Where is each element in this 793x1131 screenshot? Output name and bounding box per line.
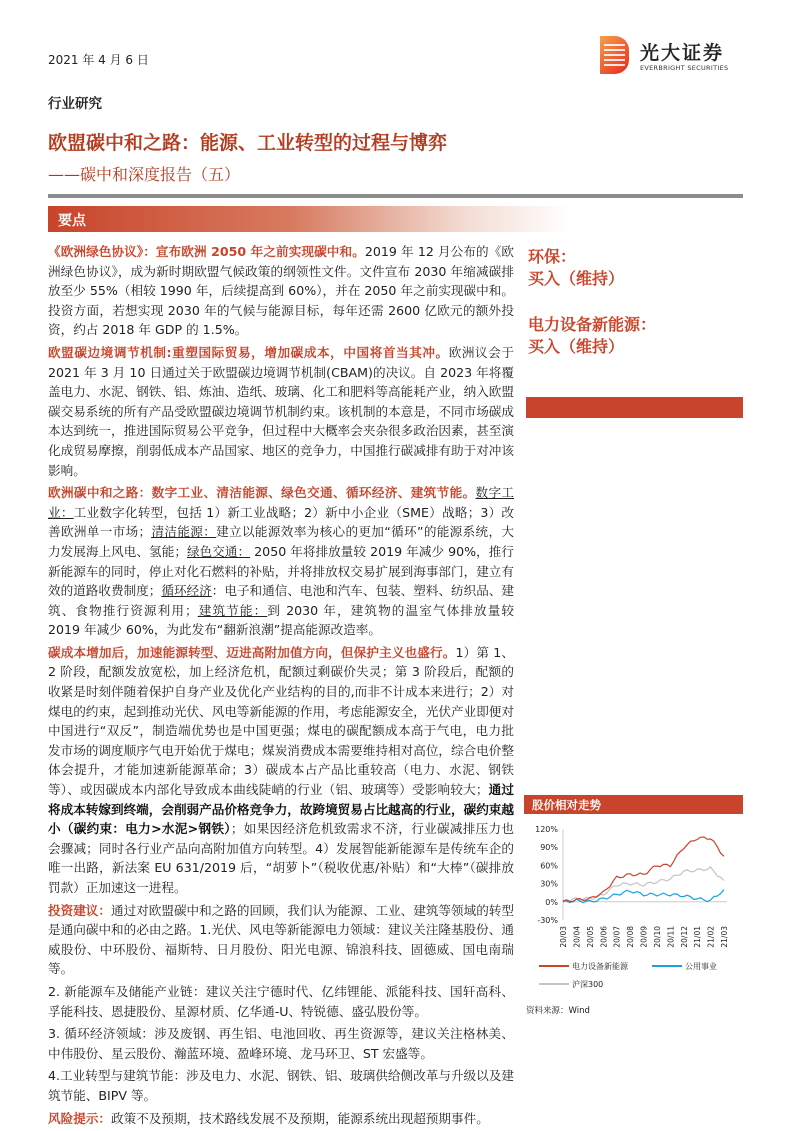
paragraph bbox=[48, 242, 514, 340]
sector-rating-power: 买入（维持） bbox=[528, 337, 625, 356]
x-tick-label: 20/10 bbox=[652, 926, 662, 948]
chart-header bbox=[524, 795, 743, 814]
series-line-2 bbox=[563, 867, 724, 902]
x-tick-label: 21/03 bbox=[720, 926, 729, 948]
sidebar-divider-bar bbox=[526, 397, 743, 418]
report-category: 行业研究 bbox=[48, 96, 102, 112]
sector-rating-env: 买入（维持） bbox=[528, 269, 625, 288]
legend-label: 电力设备新能源 bbox=[572, 962, 628, 971]
logo-name-en: EVERBRIGHT SECURITIES bbox=[640, 64, 729, 72]
emphasis-text: 通过将成本转嫁到终端，会削弱产品价格竞争力，故跨境贸易占比越高的行业，碳约束越小（碳约束：电力>水泥>钢铁） bbox=[48, 782, 515, 837]
paragraph-text: 建立以能源效率为核心的更加“循环”的能源系统，大力发展海上风电、氢能； bbox=[48, 524, 515, 559]
key-points-header bbox=[48, 206, 743, 232]
paragraph bbox=[48, 901, 514, 979]
paragraph bbox=[48, 483, 514, 640]
legend-label: 沪深300 bbox=[572, 980, 604, 989]
paragraph-text: 3. 循环经济领域：涉及废钢、再生铝、电池回收、再生资源等，建议关注格林美、中伟股份、星云股份、瀚蓝环境、盈峰环境、龙马环卫、ST 宏盛等。 bbox=[48, 1026, 514, 1061]
sector-name-env: 环保： bbox=[528, 247, 577, 266]
chart-source: 资料来源：Wind bbox=[526, 1006, 590, 1016]
logo-name-cn: 光大证券 bbox=[640, 42, 725, 64]
legend-label: 公用事业 bbox=[685, 962, 717, 971]
x-tick-label: 20/07 bbox=[612, 926, 622, 948]
x-tick-label: 20/04 bbox=[572, 926, 582, 948]
paragraph-heading: 投资建议： bbox=[48, 902, 111, 918]
paragraph-text: 欧洲议会于 2021 年 3 月 10 日通过关于欧盟碳边境调节机制(CBAM)的决议。自 2023 年将覆盖电力、水泥、钢铁、铝、炼油、造纸、玻璃、化工和肥料等高能耗产业，纳入欧盟碳交易系统的所有产品受欧盟碳边境调节机制约束。该机制的本意是，不同市场碳成本达到统一，推进国际贸易公平竞争，但过程中大概率会夹杂很多政治因素，甚至演化成贸易摩擦，削弱低成本产品国家、地区的竞争力，中国推行碳减排有助于对冲该影响。 bbox=[48, 344, 514, 478]
paragraph bbox=[48, 982, 514, 1021]
title-divider bbox=[48, 194, 743, 198]
paragraph-text: 政策不及预期，技术路线发展不及预期，能源系统出现超预期事件。 bbox=[110, 1110, 489, 1126]
y-tick-label: 30% bbox=[540, 879, 558, 889]
paragraph-text: 通过对欧盟碳中和之路的回顾，我们认为能源、工业、建筑等领域的转型是通向碳中和的必由之路。1.光伏、风电等新能源电力领域：建议关注隆基股份、通威股份、中环股份、福斯特、日月股份、阳光电源、锦浪科技、固德威、国电南瑞等。 bbox=[48, 902, 515, 977]
x-tick-label: 20/11 bbox=[666, 926, 676, 948]
key-points-body bbox=[48, 242, 514, 1131]
topic-label: 建筑节能： bbox=[197, 602, 268, 618]
report-date: 2021 年 4 月 6 日 bbox=[48, 53, 149, 67]
paragraph-heading: 欧盟碳边境调节机制:重塑国际贸易，增加碳成本，中国将首当其冲。 bbox=[48, 344, 449, 360]
series-line-1 bbox=[563, 890, 724, 903]
topic-label: 循环经济 bbox=[161, 583, 212, 599]
paragraph bbox=[48, 343, 514, 480]
topic-label: 清洁能源： bbox=[151, 524, 217, 540]
paragraph-text: 2. 新能源车及储能产业链：建议关注宁德时代、亿纬锂能、派能科技、国轩高科、孚能科技、恩捷股份、星源材质、亿华通-U、特锐德、盛弘股份等。 bbox=[48, 983, 514, 1019]
paragraph-text: 4.工业转型与建筑节能：涉及电力、水泥、钢铁、铝、玻璃供给侧改革与升级以及建筑节能、BIPV 等。 bbox=[48, 1068, 514, 1103]
paragraph-heading: 《欧洲绿色协议》：宣布欧洲 2050 年之前实现碳中和。 bbox=[48, 244, 365, 259]
x-tick-label: 21/01 bbox=[693, 926, 703, 948]
report-subtitle: ——碳中和深度报告（五） bbox=[48, 165, 241, 184]
y-tick-label: 0% bbox=[545, 897, 558, 907]
x-tick-label: 20/12 bbox=[679, 926, 689, 948]
logo-mark-icon bbox=[600, 36, 629, 74]
topic-label: 绿色交通： bbox=[186, 543, 251, 559]
paragraph bbox=[48, 643, 514, 898]
stock-price-chart bbox=[524, 816, 743, 996]
paragraph bbox=[48, 1066, 514, 1105]
topic-label: 数字工业： bbox=[48, 485, 515, 520]
x-tick-label: 20/09 bbox=[639, 926, 649, 948]
paragraph bbox=[48, 1024, 514, 1063]
key-points-label: 要点 bbox=[58, 213, 86, 229]
x-tick-label: 20/03 bbox=[559, 926, 568, 948]
y-tick-label: 60% bbox=[540, 861, 558, 871]
paragraph-heading: 风险提示： bbox=[48, 1110, 111, 1126]
y-tick-label: 90% bbox=[540, 843, 558, 853]
paragraph-text: 到 2030 年，建筑物的温室气体排放量较 2019 年减少 60%，为此发布“翻新浪潮”提高能源改造率。 bbox=[48, 602, 515, 638]
paragraph-text: ；如果因经济危机致需求不济，行业碳减排压力也会骤减；同时各行业产品向高附加值方向转型。4）发展智能新能源车是传统车企的唯一出路，新法案 EU 631/2019 后，“胡萝卜”（税收优惠/补贴）和“大棒”（碳排放罚款）正加速这一进程。 bbox=[48, 821, 514, 895]
chart-title: 股价相对走势 bbox=[532, 798, 601, 812]
paragraph-text: 1）第 1、2 阶段，配额发放宽松，加上经济危机，配额过剩碳价失灵；第 3 阶段后，配额的收紧是时刻伴随着保护自身产业及优化产业结构的目的,而非不计成本来进行；2）对煤电的约束，起到推动光伏、风电等新能源的作用，考虑能源安全，光伏产业即便对中国进行“双反”，制造端优势也是中国更强；煤电的碳配额成本高于气电，电力批发市场的调度顺序气电开始优于煤电；煤炭消费成本需要维持相对高位，综合电价整体会提升，才能加速新能源革命；3）碳成本占产品比重较高（电力、水泥、钢铁等）、或因碳成本内部化导致成本曲线陡峭的行业（铝、玻璃等）受影响较大； bbox=[48, 644, 515, 798]
paragraph-text: 工业数字化转型，包括 1）新工业战略；2）新中小企业（SME）战略；3）改善欧洲单一市场； bbox=[48, 504, 515, 540]
y-tick-label: 120% bbox=[535, 825, 558, 834]
report-title: 欧盟碳中和之路：能源、工业转型的过程与博弈 bbox=[48, 132, 448, 154]
paragraph-heading: 欧洲碳中和之路：数字工业、清洁能源、绿色交通、循环经济、建筑节能。 bbox=[48, 485, 476, 501]
everbright-logo bbox=[600, 36, 745, 78]
x-tick-label: 20/05 bbox=[585, 926, 595, 948]
paragraph-text: 2019 年 12 月公布的《欧洲绿色协议》，成为新时期欧盟气候政策的纲领性文件。文件宣布 2030 年缩减碳排放至少 55%（相较 1990 年，后续提高到 60%），并在 2050 年之前实现碳中和。投资方面，若想实现 2030 年的气候与能源目标，每年还需 2600 亿欧元的额外投资，约占 2018 年 GDP 的 1.5%。 bbox=[48, 244, 514, 338]
x-tick-label: 20/06 bbox=[599, 926, 609, 948]
y-tick-label: -30% bbox=[537, 916, 558, 925]
x-tick-label: 21/02 bbox=[706, 926, 716, 948]
paragraph-heading: 碳成本增加后，加速能源转型、迈进高附加值方向，但保护主义也盛行。 bbox=[48, 644, 456, 660]
paragraph-text: 2050 年将排放量较 2019 年减少 90%，推行新能源车的同时，停止对化石燃料的补贴，并将排放权交易扩展到海事部门，建立有效的道路收费制度； bbox=[48, 543, 515, 599]
paragraph bbox=[48, 1109, 514, 1129]
paragraph-text: ：电子和通信、电池和汽车、包装、塑料、纺织品、建筑、食物推行资源利用； bbox=[48, 583, 515, 618]
sector-name-power: 电力设备新能源： bbox=[528, 315, 657, 334]
x-tick-label: 20/08 bbox=[626, 926, 636, 948]
